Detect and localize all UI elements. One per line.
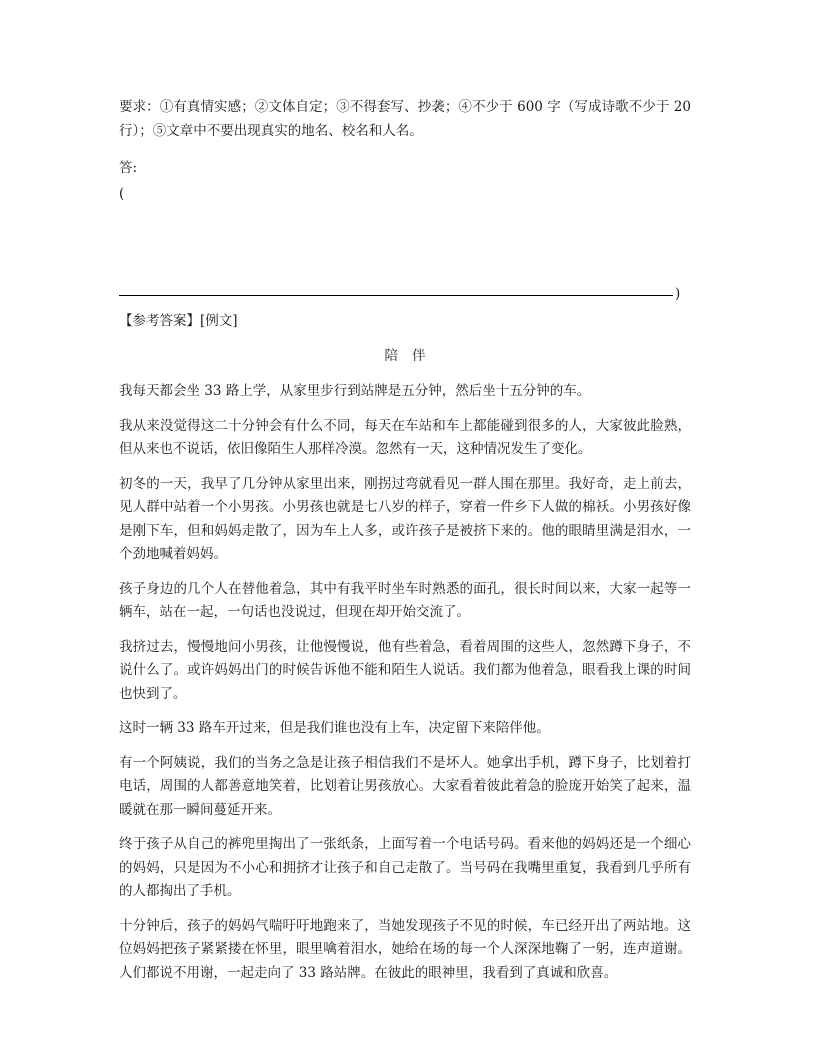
requirements-text: 要求：①有真情实感；②文体自定；③不得套写、抄袭；④不少于 600 字（写成诗歌不少于 20 行）；⑤文章中不要出现真实的地名、校名和人名。: [119, 99, 691, 139]
essay-paragraph: 十分钟后，孩子的妈妈气喘吁吁地跑来了，当她发现孩子不见的时候，车已经开出了两站地。这位妈妈把孩子紧紧搂在怀里，眼里噙着泪水，她给在场的每一个人深深地鞠了一躬，连声道谢。人们都说不用谢，一起走向了 33 路站牌。在彼此的眼神里，我看到了真诚和欣喜。: [119, 917, 691, 981]
answer-close-paren: ): [675, 286, 681, 302]
essay-paragraph: 初冬的一天，我早了几分钟从家里出来，刚拐过弯就看见一群人围在那里。我好奇，走上前去，见人群中站着一个小男孩。小男孩也就是七八岁的样子，穿着一件乡下人做的棉袄。小男孩好像是刚下车，但和妈妈走散了，因为车上人多，或许孩子是被挤下来的。他的眼睛里满是泪水，一个劲地喊着妈妈。: [119, 475, 691, 562]
essay-paragraph: 我从来没觉得这二十分钟会有什么不同，每天在车站和车上都能碰到很多的人，大家彼此脸熟，但从来也不说话，依旧像陌生人那样冷漠。忽然有一天，这种情况发生了变化。: [119, 417, 691, 457]
essay-paragraph: 我每天都会坐 33 路上学，从家里步行到站牌是五分钟，然后坐十五分钟的车。: [119, 383, 591, 399]
answer-open-paren: (: [119, 185, 125, 202]
essay-paragraph: 我挤过去，慢慢地问小男孩，让他慢慢说，他有些着急，看着周围的这些人，忽然蹲下身子，不说什么了。或许妈妈出门的时候告诉他不能和陌生人说话。我们都为他着急，眼看我上课的时间也快到了。: [119, 638, 691, 702]
essay-paragraph: 有一个阿姨说，我们的当务之急是让孩子相信我们不是坏人。她拿出手机，蹲下身子，比划着打电话，周围的人都善意地笑着，比划着让男孩放心。大家看着彼此着急的脸庞开始笑了起来，温暖就在那一瞬间蔓延开来。: [119, 754, 691, 818]
answer-area: [119, 206, 691, 302]
answer-label: 答:: [119, 160, 138, 176]
essay-paragraph: 孩子身边的几个人在替他着急，其中有我平时坐车时熟悉的面孔，很长时间以来，大家一起等一辆车，站在一起，一句话也没说过，但现在却开始交流了。: [119, 580, 691, 620]
essay-title: 陪伴: [384, 347, 440, 364]
reference-answer-label: 【参考答案】[例文]: [119, 313, 238, 329]
essay-paragraph: 终于孩子从自己的裤兜里掏出了一张纸条，上面写着一个电话号码。看来他的妈妈还是一个细心的妈妈，只是因为不小心和拥挤才让孩子和自己走散了。当号码在我嘴里重复，我看到几乎所有的人都掏出了手机。: [119, 836, 691, 899]
essay-paragraph: 这时一辆 33 路车开过来，但是我们谁也没有上车，决定留下来陪伴他。: [119, 720, 550, 736]
document-page: [119, 96, 691, 996]
answer-blank-line: [119, 295, 673, 296]
